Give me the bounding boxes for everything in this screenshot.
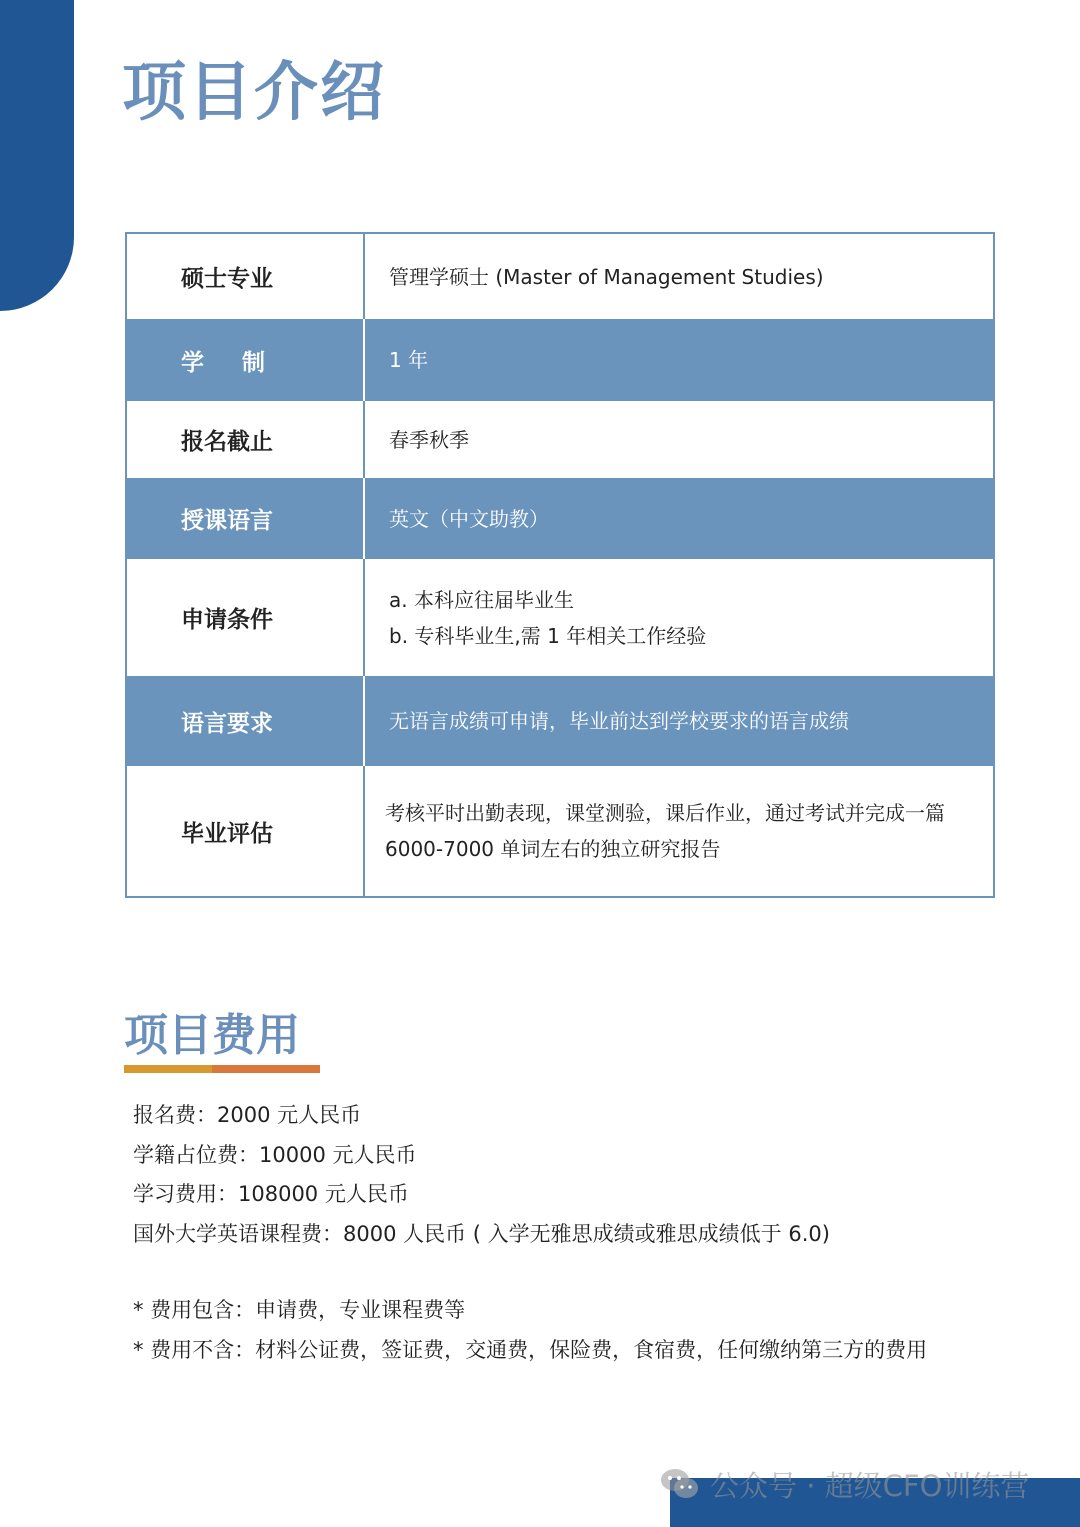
fee-item: 国外大学英语课程费：8000 人民币 ( 入学无雅思成绩或雅思成绩低于 6.0) <box>133 1221 830 1246</box>
row-label-language-req: 语言要求 <box>126 676 364 766</box>
table-row <box>126 233 994 319</box>
fee-item: 学籍占位费：10000 元人民币 <box>133 1142 417 1167</box>
row-label-requirements: 申请条件 <box>126 559 364 676</box>
table-row <box>126 401 994 478</box>
value-line: 6000-7000 单词左右的独立研究报告 <box>385 837 721 861</box>
page-title: 项目介绍 <box>122 56 386 130</box>
watermark-text: 公众号 · 超级CFO训练营 <box>710 1468 1030 1503</box>
value-line: 考核平时出勤表现，课堂测验，课后作业，通过考试并完成一篇 <box>385 801 945 825</box>
row-label-text: 学制 <box>181 349 303 376</box>
table-row <box>126 478 994 559</box>
table-row <box>126 766 994 897</box>
fee-item: 报名费：2000 元人民币 <box>133 1103 362 1127</box>
value-line: 无语言成绩可申请，毕业前达到学校要求的语言成绩 <box>389 709 849 733</box>
fee-note: * 费用包含：申请费，专业课程费等 <box>133 1298 466 1322</box>
fee-item: 学习费用：108000 元人民币 <box>133 1182 409 1206</box>
row-value-duration <box>364 319 994 401</box>
row-value-requirements <box>364 559 994 676</box>
row-label-language: 授课语言 <box>126 478 364 559</box>
row-value-language-req <box>364 676 994 766</box>
watermark <box>660 1462 1029 1506</box>
value-line: a. 本科应往届毕业生 <box>389 587 574 612</box>
value-line: b. 专科毕业生,需 1 年相关工作经验 <box>389 623 707 648</box>
row-value-major <box>364 233 994 319</box>
table-row <box>126 676 994 766</box>
fee-notes <box>133 1290 927 1370</box>
row-value-deadline <box>364 401 994 478</box>
fee-list <box>133 1096 830 1254</box>
row-value-language <box>364 478 994 559</box>
fees-title: 项目费用 <box>124 1010 300 1061</box>
value-line: 春季秋季 <box>389 427 469 452</box>
fees-title-underline <box>124 1065 320 1073</box>
table-row <box>126 319 994 401</box>
wechat-icon <box>660 1467 700 1501</box>
row-label-duration <box>126 319 364 401</box>
fee-note: * 费用不含：材料公证费，签证费，交通费，保险费，食宿费，任何缴纳第三方的费用 <box>133 1338 928 1362</box>
corner-decoration <box>0 0 74 311</box>
row-label-assessment: 毕业评估 <box>126 766 364 897</box>
row-label-major: 硕士专业 <box>126 233 364 319</box>
table-row <box>126 559 994 676</box>
row-label-deadline: 报名截止 <box>126 401 364 478</box>
row-value-assessment <box>364 766 994 897</box>
value-line: 1 年 <box>389 348 429 372</box>
value-line: 英文（中文助教） <box>389 506 549 531</box>
value-line: 管理学硕士 (Master of Management Studies) <box>389 264 824 289</box>
program-info-table <box>125 232 995 898</box>
